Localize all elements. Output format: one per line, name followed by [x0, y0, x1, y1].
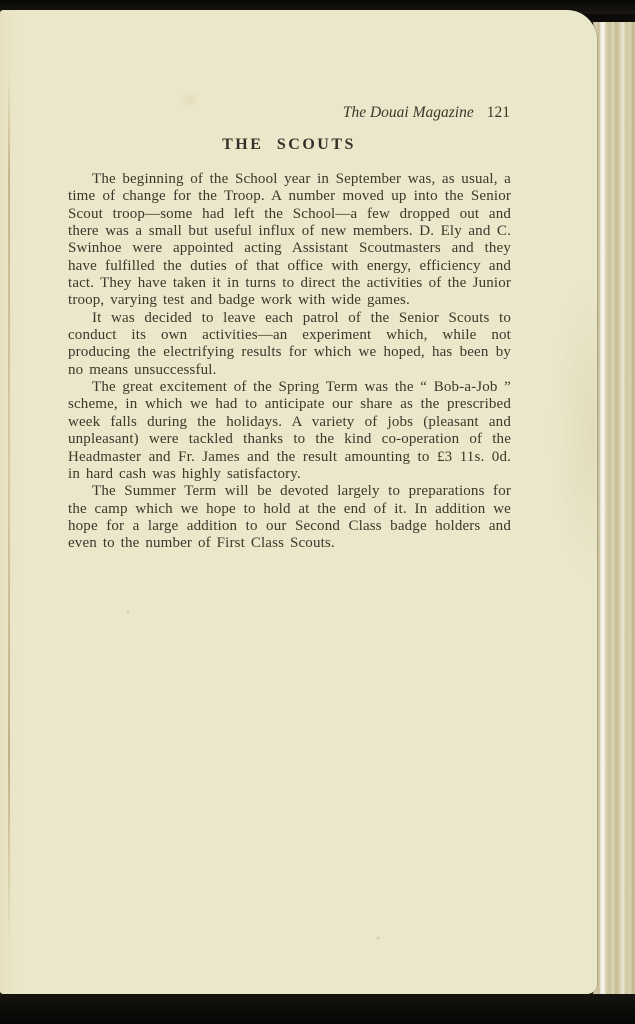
article-paragraph-1: The beginning of the School year in September was, as usual, a time of change for the Troop. A number moved up into the Senior Scout troop—some had left the School—a few dropped out and there was a small but useful influx of new members. D. Ely and C. Swinhoe were appointed acting Assistant Scoutmasters and they have fulfilled the duties of that office with energy, efficiency and tact. They have taken it in turns to direct the activities of the Junior troop, varying test and badge work with wide games. [68, 171, 511, 309]
article-paragraph-3: The great excitement of the Spring Term was the “ Bob-a-Job ” scheme, in which we had to anticipate our share as the prescribed week falls during the holidays. A variety of jobs (pleasant and unpleasant) were tackled thanks to the kind co-operation of the Headmaster and Fr. James and the result amounting to £3 11s. 0d. in hard cash was highly satisfactory. [68, 379, 511, 482]
article-title: THE SCOUTS [222, 136, 356, 153]
running-header [68, 104, 510, 122]
book-binding-bottom [0, 993, 635, 1024]
article-paragraph-4: The Summer Term will be devoted largely to preparations for the camp which we hope to hold at the end of it. In addition we hope for a large addition to our Second Class badge holders and even to the number of First Class Scouts. [68, 483, 511, 552]
magazine-title: The Douai Magazine [342, 104, 474, 121]
page-number: 121 [486, 104, 510, 121]
article-paragraph-2: It was decided to leave each patrol of the Senior Scouts to conduct its own activities—an experiment which, while not producing the electrifying results for which we hoped, has been by no means unsuccessful. [68, 309, 511, 378]
page-edge-stack [593, 22, 635, 994]
article-body [68, 171, 511, 553]
page-crease-line [8, 70, 10, 950]
